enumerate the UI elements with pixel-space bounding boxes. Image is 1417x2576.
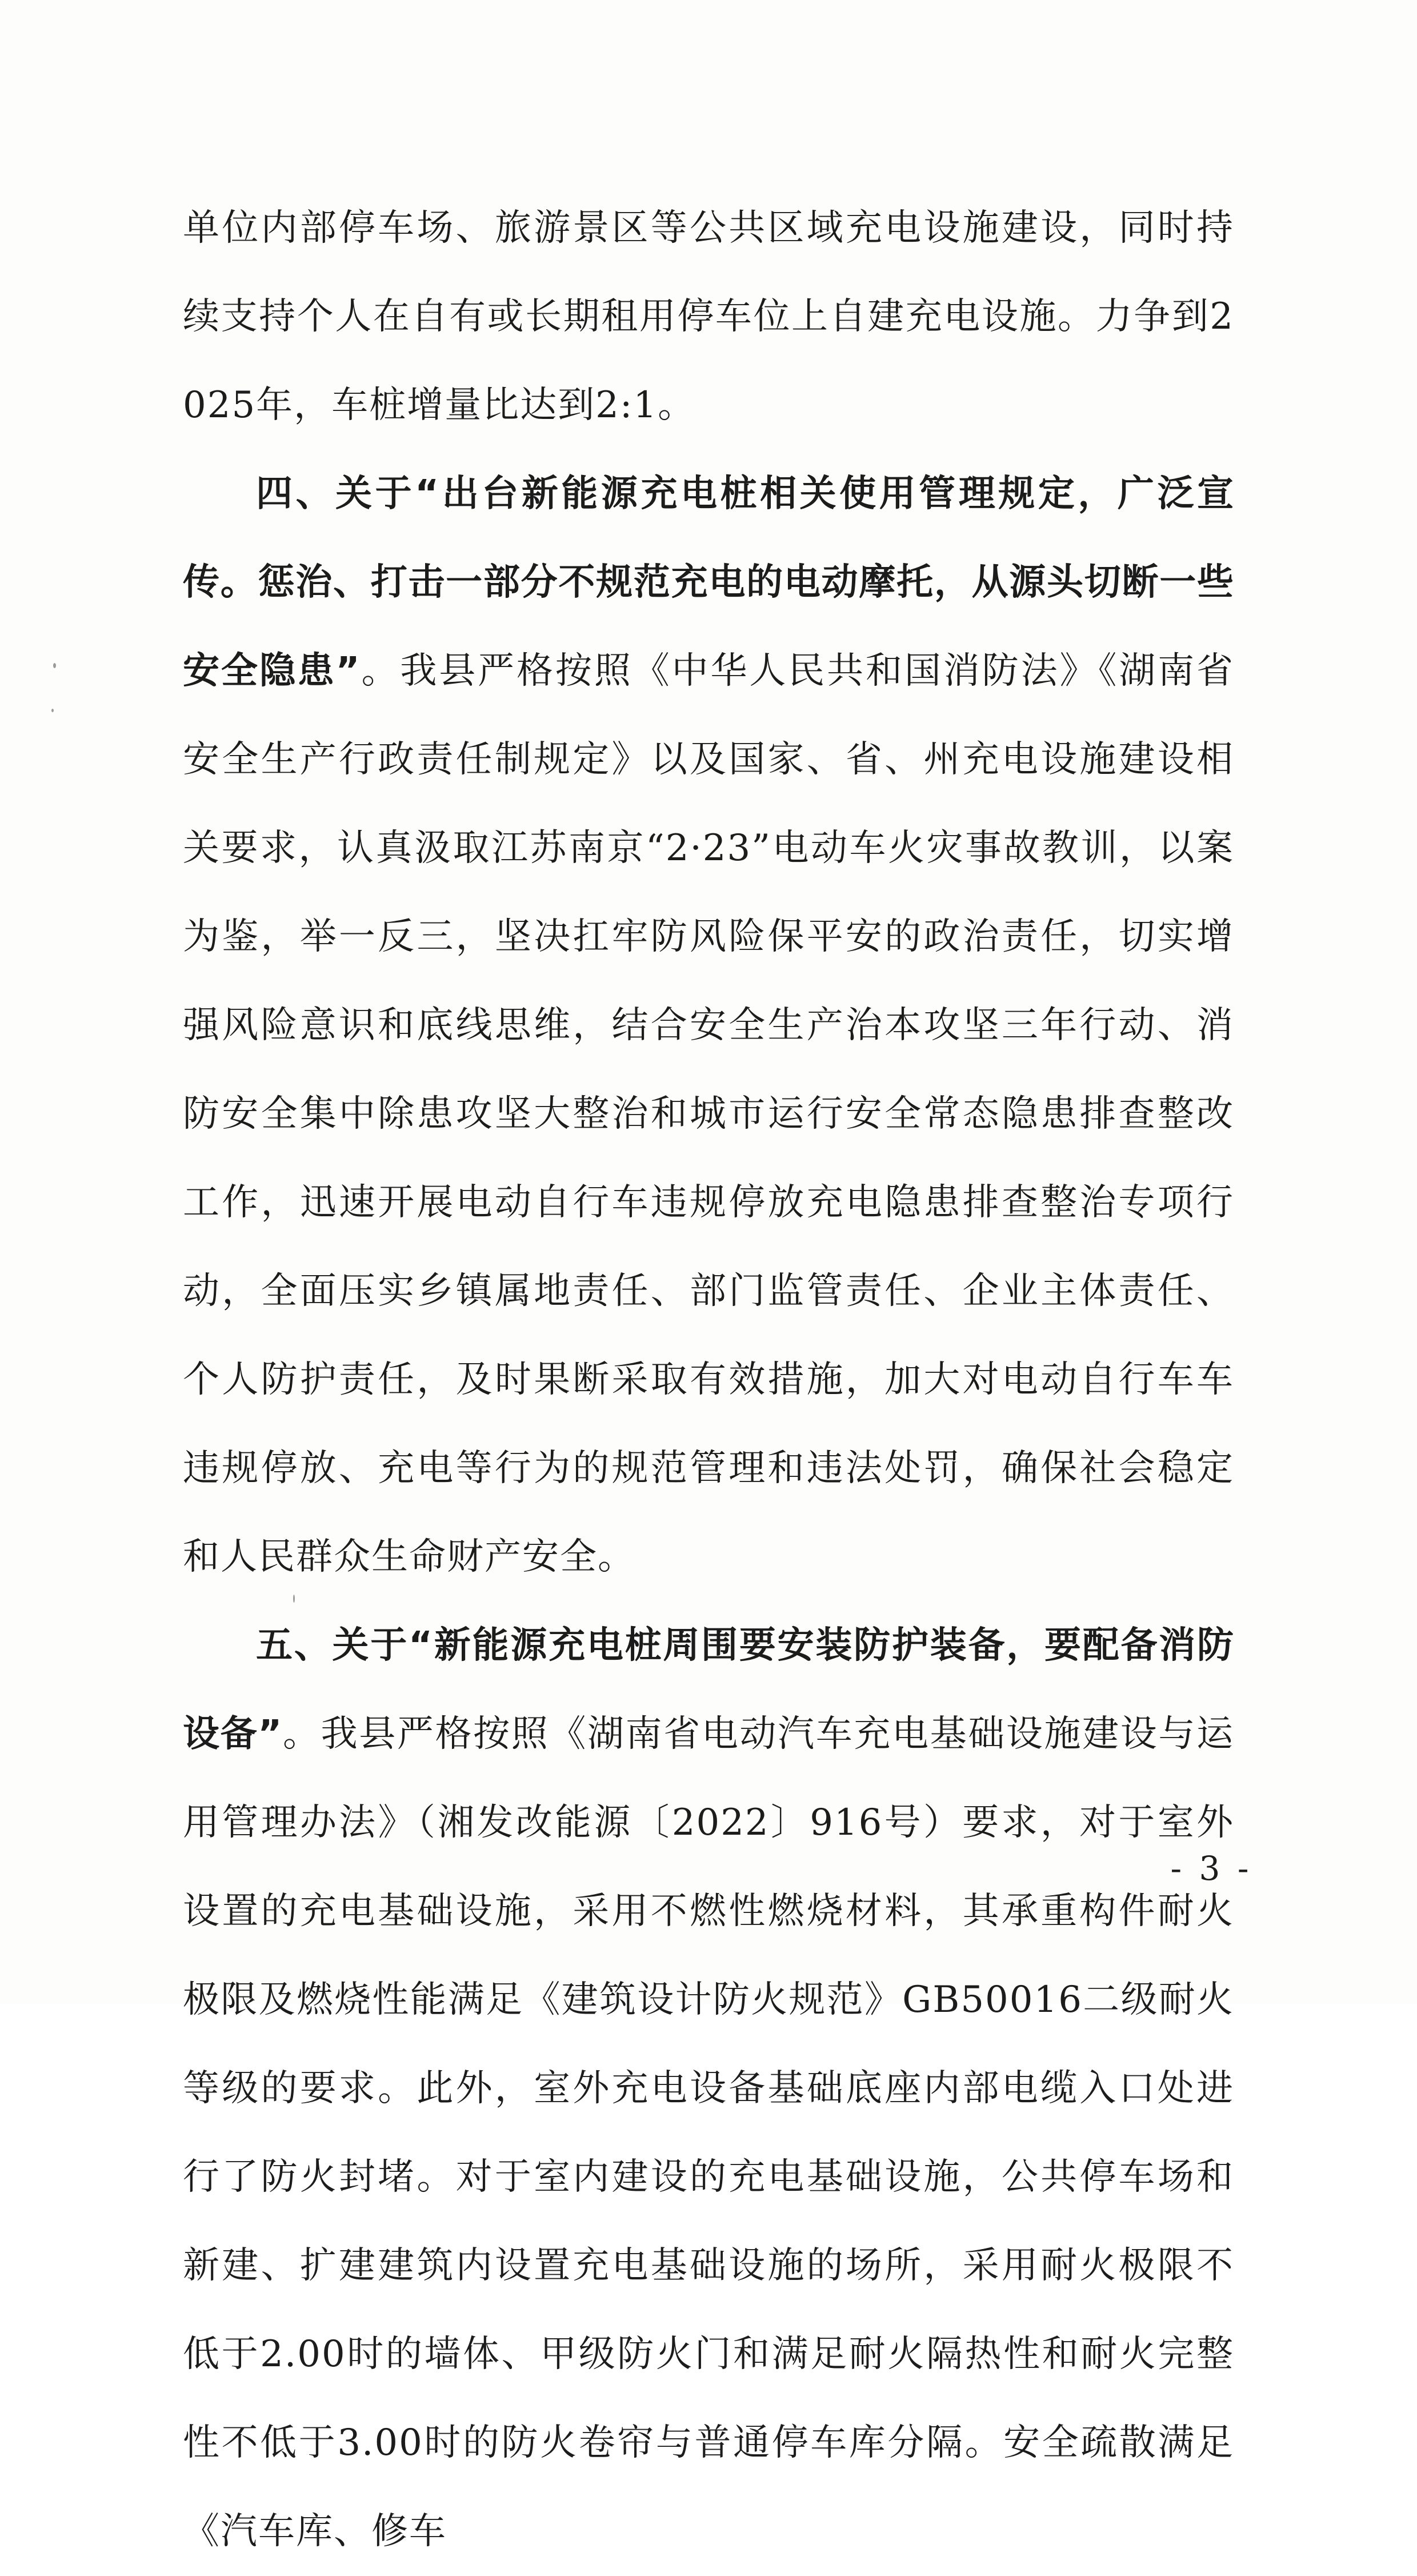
paragraph-text: 单位内部停车场、旅游景区等公共区域充电设施建设，同时持续支持个人在自有或长期租用停车位上自建充电设施。力争到2025年，车桩增量比达到2:1。 bbox=[183, 207, 1234, 426]
section-five-heading: 五、关于“新能源充电桩周围要安装防护装备，要配备消防设备” bbox=[183, 1624, 1234, 1755]
scan-speck bbox=[51, 709, 54, 712]
paragraph-section-four bbox=[183, 450, 1234, 1601]
body-text bbox=[183, 184, 1234, 2576]
scan-speck bbox=[53, 663, 56, 668]
section-four-heading: 四、关于“出台新能源充电桩相关使用管理规定，广泛宣传。惩治、打击一部分不规范充电的电动摩托，从源头切断一些安全隐患” bbox=[183, 473, 1234, 692]
section-five-text: 。我县严格按照《湖南省电动汽车充电基础设施建设与运用管理办法》（湘发改能源〔2022〕916号）要求，对于室外设置的充电基础设施，采用不燃性燃烧材料，其承重构件耐火极限及燃烧性能满足《建筑设计防火规范》GB50016二级耐火等级的要求。此外，室外充电设备基础底座内部电缆入口处进行了防火封堵。对于室内建设的充电基础设施，公共停车场和新建、扩建建筑内设置充电基础设施的场所，采用耐火极限不低于2.00时的墙体、甲级防火门和满足耐火隔热性和耐火完整性不低于3.00时的防火卷帘与普通停车库分隔。安全疏散满足《汽车库、修车 bbox=[183, 1713, 1235, 2553]
paragraph-section-five bbox=[183, 1601, 1234, 2576]
page-number: - 3 - bbox=[1170, 1849, 1252, 1888]
section-four-text: 。我县严格按照《中华人民共和国消防法》《湖南省安全生产行政责任制规定》以及国家、省、州充电设施建设相关要求，认真汲取江苏南京“2·23”电动车火灾事故教训，以案为鉴，举一反三，坚决扛牢防风险保平安的政治责任，切实增强风险意识和底线思维，结合安全生产治本攻坚三年行动、消防安全集中除患攻坚大整治和城市运行安全常态隐患排查整改工作，迅速开展电动自行车违规停放充电隐患排查整治专项行动，全面压实乡镇属地责任、部门监管责任、企业主体责任、个人防护责任，及时果断采取有效措施，加大对电动自行车车违规停放、充电等行为的规范管理和违法处罚，确保社会稳定和人民群众生命财产安全。 bbox=[183, 650, 1234, 1578]
paragraph-continuation bbox=[183, 184, 1234, 450]
